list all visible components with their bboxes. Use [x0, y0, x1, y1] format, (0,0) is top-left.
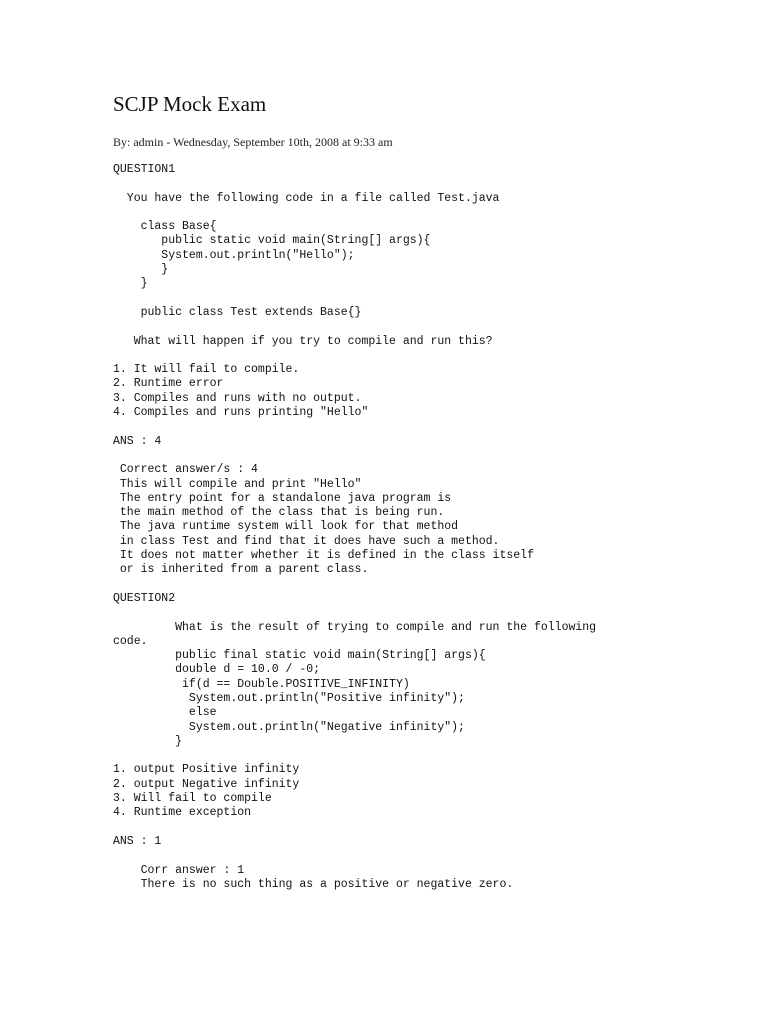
- post-byline: By: admin - Wednesday, September 10th, 2008 at 9:33 am: [113, 135, 393, 149]
- page-title: SCJP Mock Exam: [113, 92, 267, 116]
- exam-body-text: QUESTION1 You have the following code in a file called Test.java class Base{ public static void main(String[] args){ System.out.println("Hello"); } } public class Test extends Base{} What will happen if you try to compile and run this? 1. It will fail to compile. 2. Runtime error 3. Compiles and runs with no output. 4. Compiles and runs printing "Hello" ANS : 4 Correct answer/s : 4 This will compile and print "Hello" The entry point for a standalone java program is the main method of the class that is being run. The java runtime system will look for that method in class Test and find that it does have such a method. It does not matter whether it is defined in the class itself or is inherited from a parent class. QUESTION2 What is the result of trying to compile and run the following code. public final static void main(String[] args){ double d = 10.0 / -0; if(d == Double.POSITIVE_INFINITY) System.out.println("Positive infinity"); else System.out.println("Negative infinity"); } 1. output Positive infinity 2. output Negative infinity 3. Will fail to compile 4. Runtime exception ANS : 1 Corr answer : 1 There is no such thing as a positive or negative zero.: [113, 163, 597, 891]
